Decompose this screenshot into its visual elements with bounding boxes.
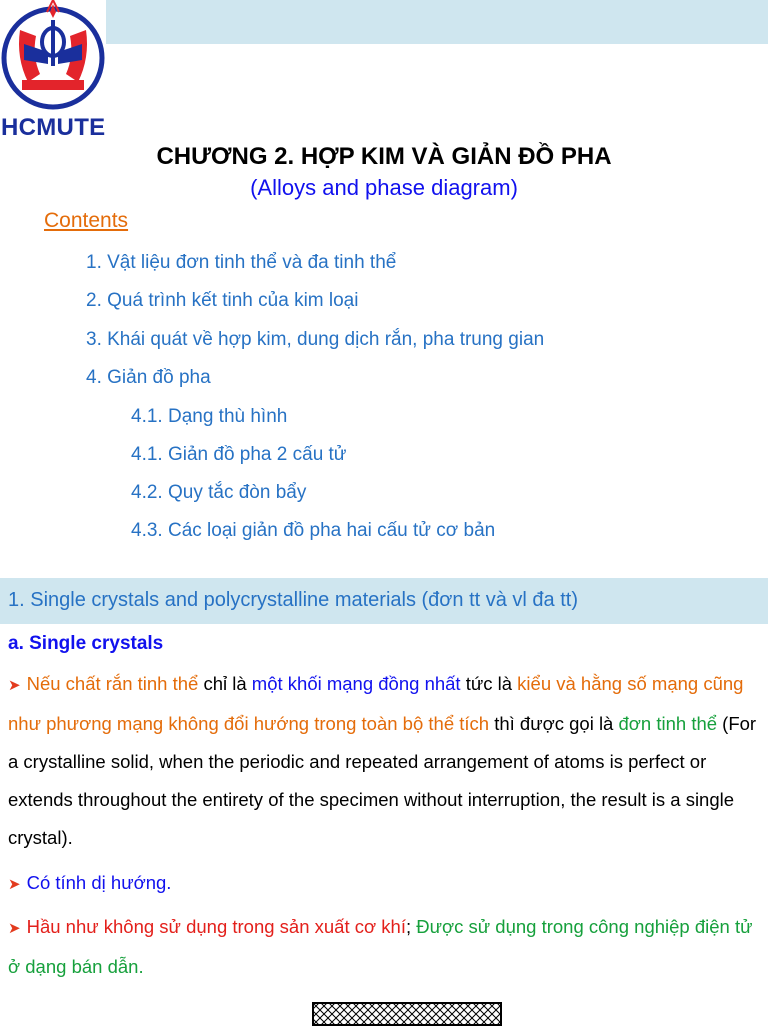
arrow-bullet-icon: ➤: [8, 677, 21, 694]
text-span: ;: [405, 916, 417, 937]
bullet-single-crystal-definition: [8, 665, 764, 857]
section-title: 1. Single crystals and polycrystalline materials (đơn tt và vl đa tt): [8, 589, 579, 611]
arrow-bullet-icon: ➤: [8, 920, 21, 937]
toc-subitem[interactable]: 4.1. Dạng thù hình: [131, 406, 288, 427]
text-span: chỉ là: [198, 673, 252, 694]
text-span: Có tính dị hướng.: [26, 872, 172, 893]
text-span: Được sử dụng trong công nghiệp điện tử ở dạng bán dẫn.: [8, 916, 753, 977]
toc-subitem[interactable]: 4.1. Giản đồ pha 2 cấu tử: [131, 444, 347, 465]
toc-subitem[interactable]: 4.2. Quy tắc đòn bẩy: [131, 482, 307, 503]
text-span: Nếu chất rắn tinh thể: [26, 673, 199, 694]
logo-text: HCMUTE: [1, 114, 106, 141]
contents-heading: Contents: [44, 209, 129, 232]
logo-emblem-icon: [0, 0, 110, 115]
text-span: (For a crystalline solid, when the periodic and repeated arrangement of atoms is perfect or extends throughout the entirety of the specimen without interruption, the result is a single crystal).: [8, 713, 757, 848]
header-band: [106, 0, 768, 44]
bullet-anisotropy: [8, 864, 764, 904]
toc-item[interactable]: 2. Quá trình kết tinh của kim loại: [86, 290, 359, 311]
text-span: tức là: [460, 673, 518, 694]
toc-item[interactable]: 1. Vật liệu đơn tinh thể và đa tinh thể: [86, 252, 397, 273]
page-title: CHƯƠNG 2. HỢP KIM VÀ GIẢN ĐỒ PHA: [156, 143, 612, 170]
bullet-usage: [8, 908, 764, 986]
toc-item[interactable]: 3. Khái quát về hợp kim, dung dịch rắn, pha trung gian: [86, 329, 545, 350]
section-header: [0, 578, 768, 624]
crystal-lattice-figure: [312, 1002, 502, 1026]
text-span: kiểu và hằng số mạng cũng như phương mạng không đổi hướng trong toàn bộ thể tích: [8, 673, 744, 734]
university-logo: [0, 0, 110, 115]
text-span: Hầu như không sử dụng trong sản xuất cơ khí: [26, 916, 406, 937]
text-span: thì được gọi là: [489, 713, 619, 734]
text-span: một khối mạng đồng nhất: [251, 673, 461, 694]
arrow-bullet-icon: ➤: [8, 876, 21, 893]
sub-heading: a. Single crystals: [8, 633, 164, 654]
page-subtitle: (Alloys and phase diagram): [250, 175, 518, 200]
toc-subitem[interactable]: 4.3. Các loại giản đồ pha hai cấu tử cơ bản: [131, 520, 496, 541]
toc-item[interactable]: 4. Giản đồ pha: [86, 367, 211, 388]
text-span: đơn tinh thể: [618, 713, 718, 734]
